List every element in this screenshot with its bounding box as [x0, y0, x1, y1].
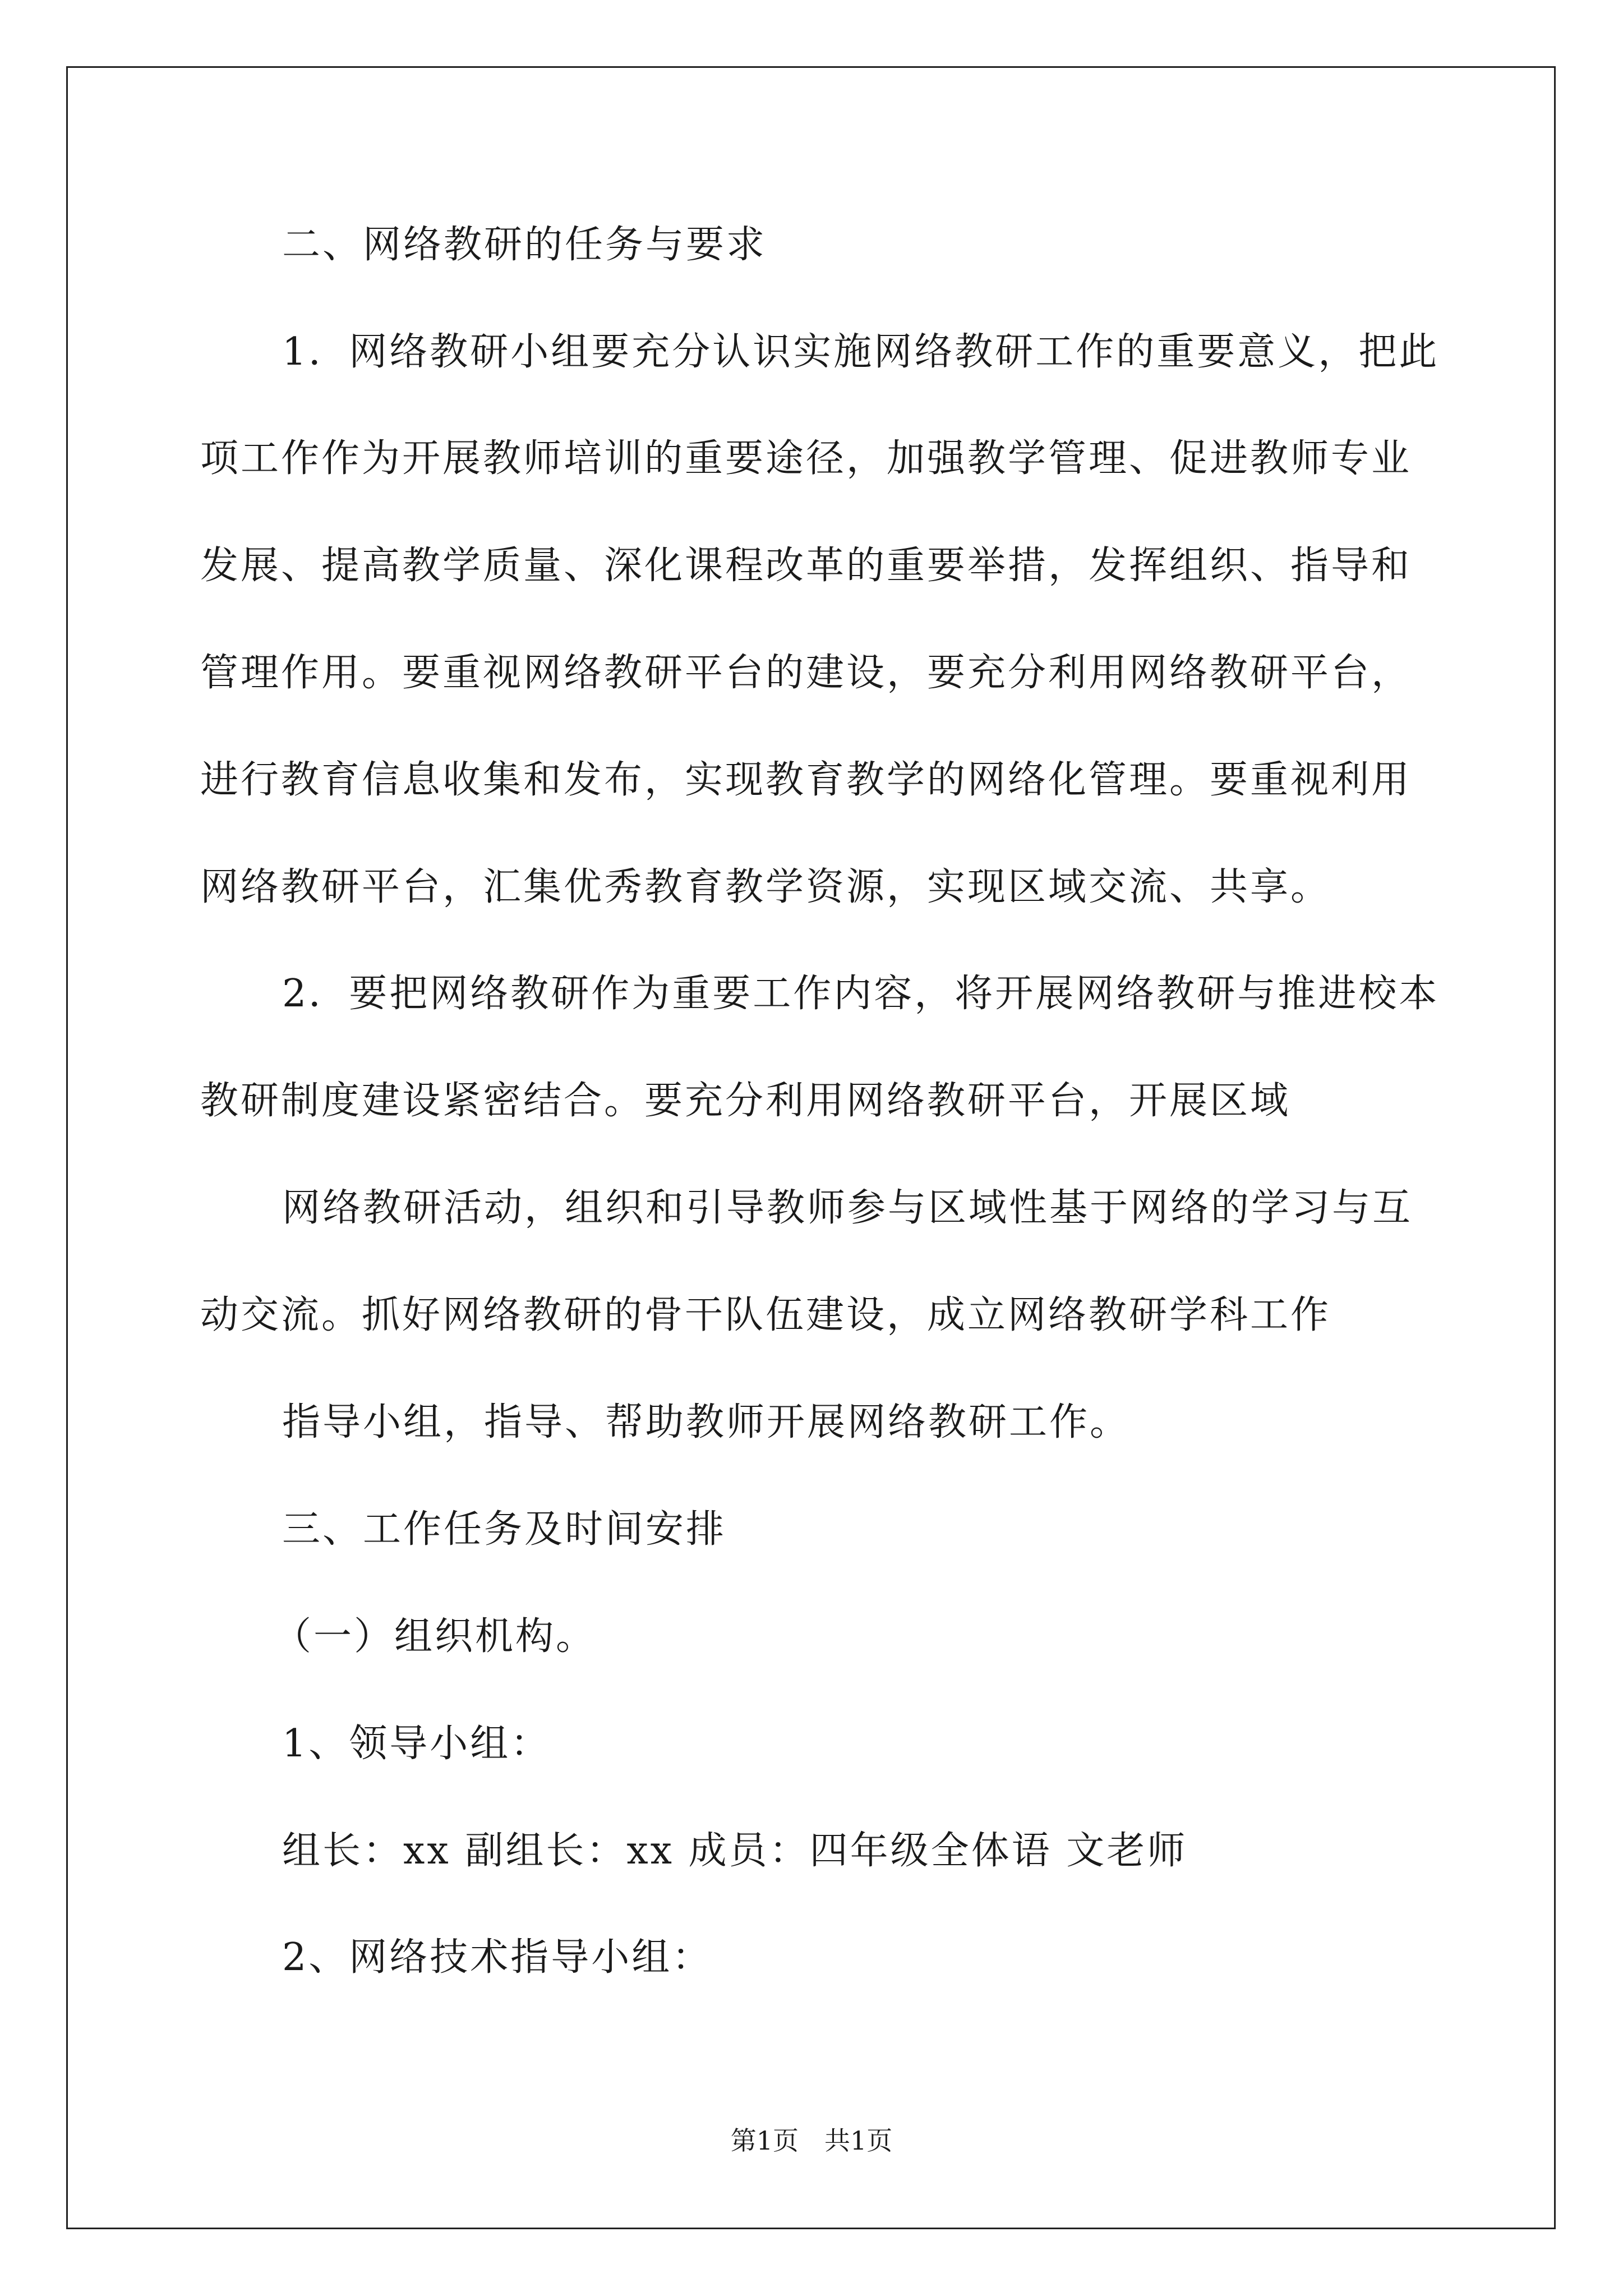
- paragraph-line: 动交流。抓好网络教研的骨干队伍建设，成立网络教研学科工作: [200, 1293, 1331, 1337]
- paragraph-line: 网络教研平台，汇集优秀教育教学资源，实现区域交流、共享。: [200, 865, 1331, 909]
- list-item-technical-group: 2、网络技术指导小组：: [282, 1935, 713, 1980]
- paragraph-line: 教研制度建设紧密结合。要充分利用网络教研平台，开展区域: [200, 1079, 1291, 1123]
- paragraph-line: 发展、提高教学质量、深化课程改革的重要举措，发挥组织、指导和: [200, 544, 1412, 588]
- paragraph-line: 指导小组，指导、帮助教师开展网络教研工作。: [282, 1400, 1131, 1444]
- list-item-members: 组长：xx 副组长：xx 成员：四年级全体语 文老师: [282, 1829, 1188, 1873]
- list-item-leadership-group: 1、领导小组：: [282, 1722, 551, 1766]
- paragraph-line: 网络教研活动，组织和引导教师参与区域性基于网络的学习与互: [282, 1186, 1413, 1230]
- section-heading-schedule: 三、工作任务及时间安排: [282, 1507, 727, 1552]
- subsection-heading-organization: （一）组织机构。: [273, 1614, 597, 1659]
- paragraph-line: 1．网络教研小组要充分认识实施网络教研工作的重要意义，把此: [282, 330, 1440, 374]
- section-heading-tasks: 二、网络教研的任务与要求: [282, 223, 767, 267]
- page-number-footer: 第1页 共1页: [730, 2125, 893, 2156]
- paragraph-line: 项工作作为开展教师培训的重要途径，加强教学管理、促进教师专业: [200, 436, 1412, 481]
- page-border: [66, 66, 1556, 2229]
- paragraph-line: 进行教育信息收集和发布，实现教育教学的网络化管理。要重视利用: [200, 758, 1412, 802]
- paragraph-line: 2．要把网络教研作为重要工作内容，将开展网络教研与推进校本: [282, 972, 1440, 1016]
- paragraph-line: 管理作用。要重视网络教研平台的建设，要充分利用网络教研平台，: [200, 651, 1412, 695]
